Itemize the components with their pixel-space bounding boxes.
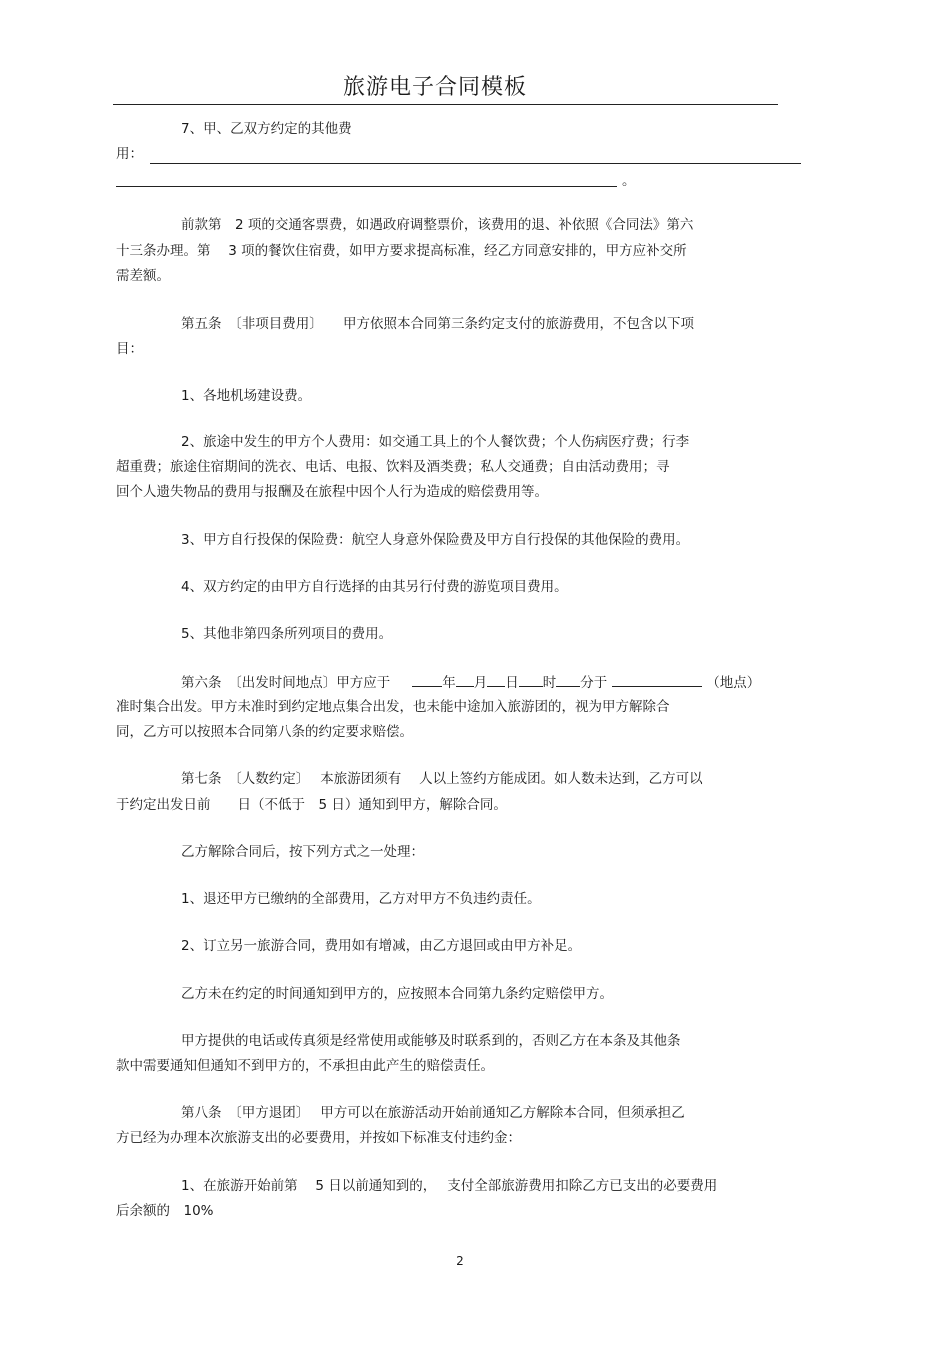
article-6-hour: 时 [542,675,557,691]
article-6-prefix: 第六条 〔出发时间地点〕甲方应于 [181,675,391,691]
article-6-line-2: 准时集合出发。甲方未准时到约定地点集合出发，也未能中途加入旅游团的，视为甲方解除合 [116,699,670,715]
article-6-day: 日 [505,675,519,691]
article-8-line-2: 方已经为办理本次旅游支出的必要费用，并按如下标准支付违约金： [116,1130,521,1146]
article-6-month: 月 [473,675,488,691]
article-6-year: 年 [442,675,456,691]
cancellation-option-2: 2、订立另一旅游合同，费用如有增减，由乙方退回或由甲方补足。 [181,938,582,954]
blank-place [612,672,702,687]
contact-paragraph-line-1: 甲方提供的电话或传真须是经常使用或能够及时联系到的，否则乙方在本条及其他条 [181,1033,681,1049]
fee-paragraph-line-3: 需差额。 [116,268,170,284]
article-6-line-1 [181,672,760,692]
article-5-line-2: 目： [116,341,143,357]
fill-in-blank-line-1 [150,163,801,164]
title-divider [113,104,778,105]
article-5-item-5: 5、其他非第四条所列项目的费用。 [181,626,393,642]
article-8-item-1-line-1: 1、在旅游开始前第 5 日以前通知到的， 支付全部旅游费用扣除乙方已支出的必要费用 [181,1178,718,1194]
article-5-item-3: 3、甲方自行投保的保险费：航空人身意外保险费及甲方自行投保的其他保险的费用。 [181,532,690,548]
fee-paragraph-line-2: 十三条办理。第 3 项的餐饮住宿费，如甲方要求提高标准，经乙方同意安排的，甲方应补交所 [116,243,687,259]
blank-minute [556,672,580,687]
article-5-item-4: 4、双方约定的由甲方自行选择的由其另行付费的游览项目费用。 [181,579,568,595]
article-5-line-1: 第五条 〔非项目费用〕 甲方依照本合同第三条约定支付的旅游费用，不包含以下项 [181,316,694,332]
article-6-place-label: （地点） [706,675,761,691]
article-8-line-1: 第八条 〔甲方退团〕 甲方可以在旅游活动开始前通知乙方解除本合同，但须承担乙 [181,1105,685,1121]
document-title: 旅游电子合同模板 [342,75,527,100]
contact-paragraph-line-2: 款中需要通知但通知不到甲方的，不承担由此产生的赔偿责任。 [116,1058,494,1074]
clause-7-line-2-label: 用： [116,146,143,162]
fill-in-blank-line-2 [116,186,617,187]
article-5-item-2-line-1: 2、旅途中发生的甲方个人费用：如交通工具上的个人餐饮费；个人伤病医疗费；行李 [181,434,690,450]
article-5-item-1: 1、各地机场建设费。 [181,388,312,404]
blank-year [412,672,442,687]
blank-month [456,672,474,687]
article-7-line-2: 于约定出发日前 日（不低于 5 日）通知到甲方，解除合同。 [116,797,507,813]
article-5-item-2-line-3: 回个人遗失物品的费用与报酬及在旅程中因个人行为造成的赔偿费用等。 [116,484,548,500]
article-8-item-1-line-2: 后余额的 10% [116,1203,214,1219]
blank-hour [519,672,543,687]
article-6-line-3: 同，乙方可以按照本合同第八条的约定要求赔偿。 [116,724,413,740]
page-number: 2 [456,1254,464,1268]
fee-paragraph-line-1: 前款第 2 项的交通客票费，如遇政府调整票价，该费用的退、补依照《合同法》第六 [181,217,694,233]
blank-day [487,672,505,687]
clause-7-end-mark: 。 [622,173,636,189]
cancellation-note: 乙方未在约定的时间通知到甲方的，应按照本合同第九条约定赔偿甲方。 [181,986,613,1002]
article-6-minute: 分于 [580,675,608,691]
clause-7-line-1: 7、甲、乙双方约定的其他费 [181,121,352,137]
article-7-line-1: 第七条 〔人数约定〕 本旅游团须有 人以上签约方能成团。如人数未达到，乙方可以 [181,771,703,787]
cancellation-intro: 乙方解除合同后，按下列方式之一处理： [181,844,424,860]
cancellation-option-1: 1、退还甲方已缴纳的全部费用，乙方对甲方不负违约责任。 [181,891,541,907]
article-5-item-2-line-2: 超重费；旅途住宿期间的洗衣、电话、电报、饮料及酒类费；私人交通费；自由活动费用；寻 [116,459,670,475]
